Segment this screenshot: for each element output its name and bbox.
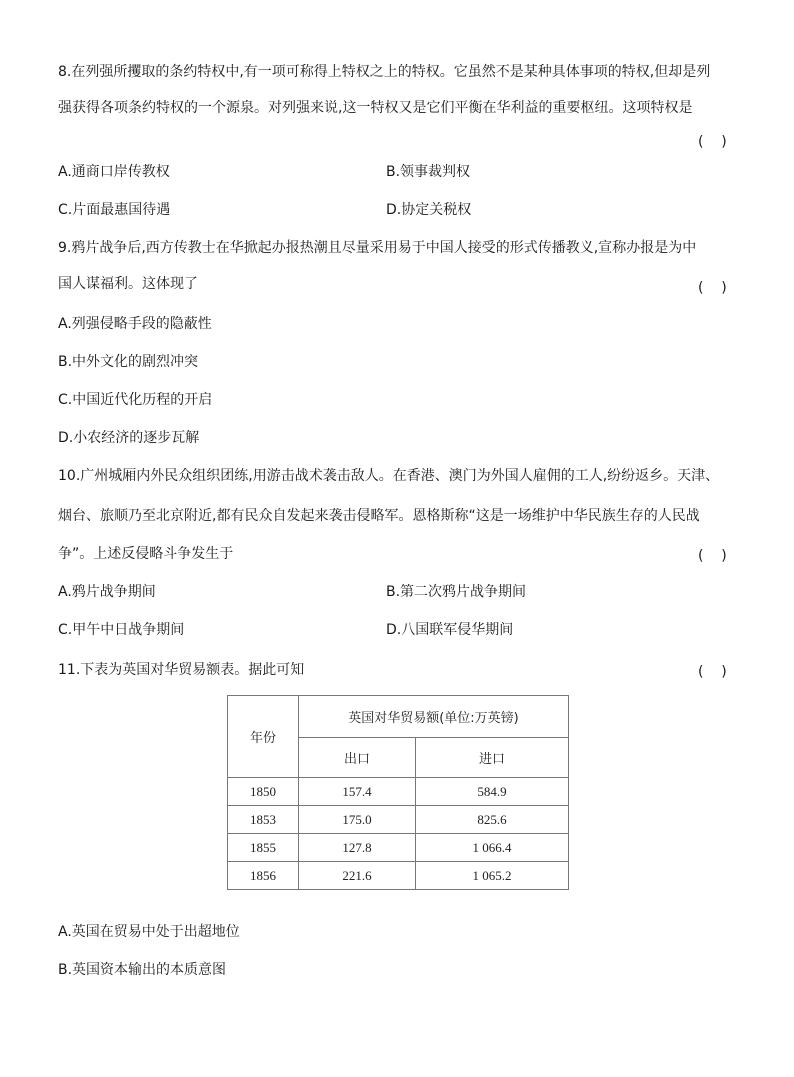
- trade-group-header: 英国对华贸易额(单位:万英镑): [299, 696, 569, 738]
- q9-stem-line2: 国人谋福利。这体现了: [58, 276, 198, 292]
- import-cell: 584.9: [416, 778, 569, 806]
- q8-option-a: A.通商口岸传教权: [58, 164, 170, 180]
- q11-option-b: B.英国资本输出的本质意图: [58, 962, 227, 978]
- year-cell: 1850: [228, 778, 299, 806]
- q10-option-b: B.第二次鸦片战争期间: [386, 584, 527, 600]
- q9-stem-line1: 9.鸦片战争后,西方传教士在华掀起办报热潮且尽量采用易于中国人接受的形式传播教义,宣称办报是为中: [58, 240, 697, 256]
- q10-stem-line1: 10.广州城厢内外民众组织团练,用游击战术袭击敌人。在香港、澳门为外国人雇佣的工人,纷纷返乡。天津、: [58, 468, 720, 484]
- import-cell: 1 065.2: [416, 862, 569, 890]
- table-row: [228, 862, 569, 890]
- export-cell: 221.6: [299, 862, 416, 890]
- q11-option-a: A.英国在贸易中处于出超地位: [58, 924, 240, 940]
- table-row: [228, 834, 569, 862]
- export-cell: 127.8: [299, 834, 416, 862]
- year-cell: 1856: [228, 862, 299, 890]
- year-cell: 1855: [228, 834, 299, 862]
- q11-answer-blank: ( ): [698, 664, 727, 680]
- export-header: 出口: [299, 738, 416, 778]
- q9-option-a: A.列强侵略手段的隐蔽性: [58, 316, 212, 332]
- q10-option-c: C.甲午中日战争期间: [58, 622, 185, 638]
- q11-stem-line1: 11.下表为英国对华贸易额表。据此可知: [58, 662, 305, 678]
- q9-option-b: B.中外文化的剧烈冲突: [58, 354, 199, 370]
- q10-answer-blank: ( ): [698, 548, 727, 564]
- q8-stem-line1: 8.在列强所攫取的条约特权中,有一项可称得上特权之上的特权。它虽然不是某种具体事项的特权,但却是列: [58, 64, 711, 80]
- import-cell: 825.6: [416, 806, 569, 834]
- q10-stem-line2: 烟台、旅顺乃至北京附近,都有民众自发起来袭击侵略军。恩格斯称“这是一场维护中华民族生存的人民战: [58, 508, 700, 524]
- year-header: 年份: [228, 696, 299, 778]
- q10-stem-line3: 争”。上述反侵略斗争发生于: [58, 546, 234, 562]
- import-cell: 1 066.4: [416, 834, 569, 862]
- trade-table: [227, 695, 569, 890]
- q8-option-c: C.片面最惠国待遇: [58, 202, 171, 218]
- import-header: 进口: [416, 738, 569, 778]
- q8-answer-blank: ( ): [698, 134, 727, 150]
- q10-option-d: D.八国联军侵华期间: [386, 622, 514, 638]
- table-row: [228, 778, 569, 806]
- q9-option-c: C.中国近代化历程的开启: [58, 392, 213, 408]
- q10-option-a: A.鸦片战争期间: [58, 584, 156, 600]
- q8-option-b: B.领事裁判权: [386, 164, 471, 180]
- q9-option-d: D.小农经济的逐步瓦解: [58, 430, 200, 446]
- q8-option-d: D.协定关税权: [386, 202, 472, 218]
- export-cell: 175.0: [299, 806, 416, 834]
- year-cell: 1853: [228, 806, 299, 834]
- q8-stem-line2: 强获得各项条约特权的一个源泉。对列强来说,这一特权又是它们平衡在华利益的重要枢纽。这项特权是: [58, 100, 693, 116]
- q9-answer-blank: ( ): [698, 280, 727, 296]
- export-cell: 157.4: [299, 778, 416, 806]
- table-row: [228, 806, 569, 834]
